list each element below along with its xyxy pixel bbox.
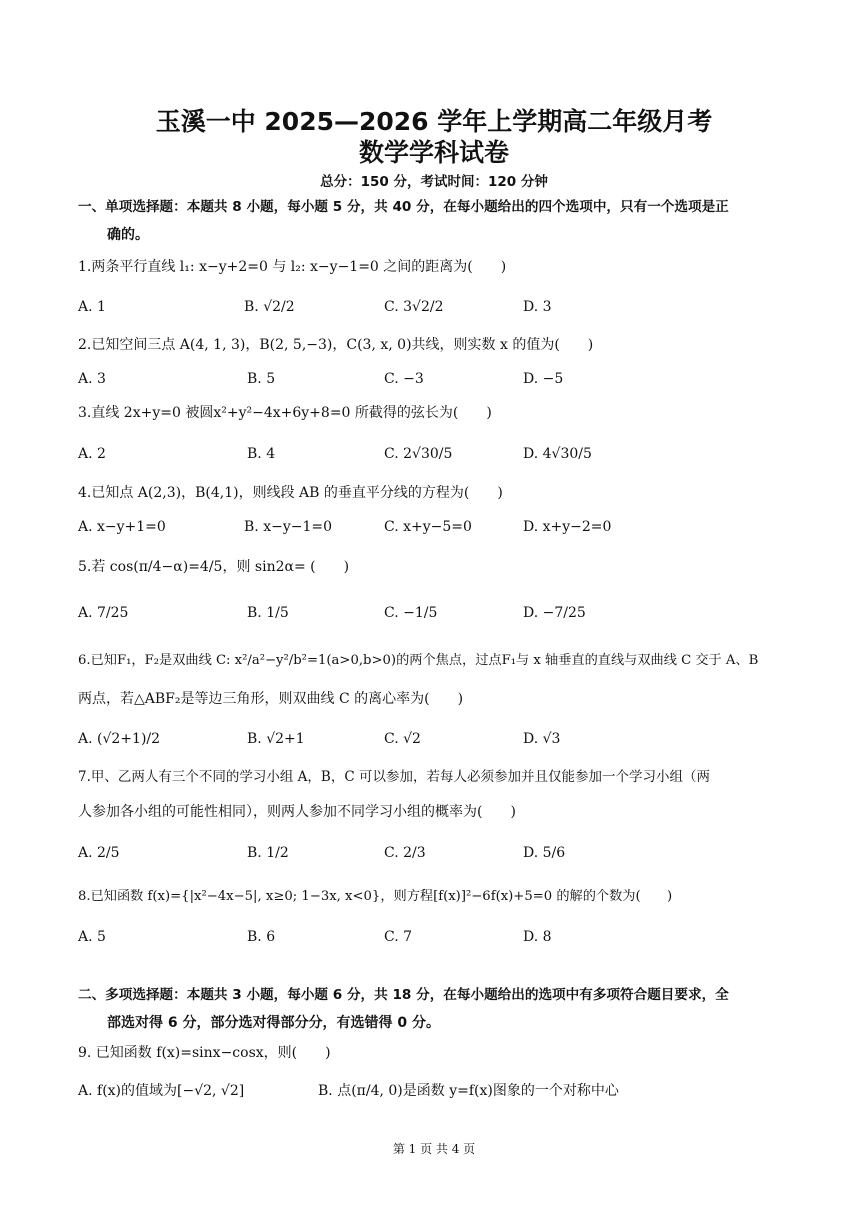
q2-option-d: D. −5 xyxy=(523,371,564,387)
q8-option-c: C. 7 xyxy=(384,929,413,945)
q4-stem: 4.已知点 A(2,3)，B(4,1)，则线段 AB 的垂直平分线的方程为( ) xyxy=(78,485,503,501)
q4-option-b: B. x−y−1=0 xyxy=(244,519,332,535)
q1-stem: 1.两条平行直线 l₁: x−y+2=0 与 l₂: x−y−1=0 之间的距离为( ) xyxy=(78,259,507,275)
q3-option-b: B. 4 xyxy=(247,446,276,462)
q4-option-a: A. x−y+1=0 xyxy=(78,519,166,535)
q3-option-d: D. 4√30/5 xyxy=(523,446,592,462)
q6-stem-line2: 两点，若△ABF₂是等边三角形，则双曲线 C 的离心率为( ) xyxy=(78,691,464,707)
q3-option-a: A. 2 xyxy=(78,446,106,462)
q6-option-a: A. (√2+1)/2 xyxy=(78,731,161,747)
q7-option-a: A. 2/5 xyxy=(78,845,120,861)
q7-option-d: D. 5/6 xyxy=(523,845,566,861)
page-footer: 第 1 页 共 4 页 xyxy=(392,1142,476,1156)
q9-stem: 9. 已知函数 f(x)=sinx−cosx，则( ) xyxy=(78,1045,331,1061)
q2-stem: 2.已知空间三点 A(4, 1, 3)，B(2, 5,−3)，C(3, x, 0)共线，则实数 x 的值为( ) xyxy=(78,337,594,353)
q8-stem: 8.已知函数 f(x)={|x²−4x−5|, x≥0; 1−3x, x<0}，则方程[f(x)]²−6f(x)+5=0 的解的个数为( ) xyxy=(78,889,673,904)
q5-stem: 5.若 cos(π/4−α)=4/5，则 sin2α= ( ) xyxy=(78,559,350,575)
q6-stem-line1: 6.已知F₁，F₂是双曲线 C: x²/a²−y²/b²=1(a>0,b>0)的两个焦点，过点F₁与 x 轴垂直的直线与双曲线 C 交于 A、B xyxy=(78,653,759,668)
exam-title-line1: 玉溪一中 2025—2026 学年上学期高二年级月考 xyxy=(155,107,713,136)
q3-stem: 3.直线 2x+y=0 被圆x²+y²−4x+6y+8=0 所截得的弦长为( ) xyxy=(78,405,492,421)
q8-option-a: A. 5 xyxy=(78,929,106,945)
q7-option-c: C. 2/3 xyxy=(384,845,426,861)
q6-option-d: D. √3 xyxy=(523,731,561,747)
section2-heading-line2: 部选对得 6 分，部分选对得部分分，有选错得 0 分。 xyxy=(107,1015,440,1031)
q5-option-b: B. 1/5 xyxy=(247,605,289,621)
q8-option-d: D. 8 xyxy=(523,929,552,945)
q1-option-b: B. √2/2 xyxy=(244,299,295,315)
q2-option-b: B. 5 xyxy=(247,371,276,387)
q1-option-d: D. 3 xyxy=(523,299,552,315)
q7-stem-line1: 7.甲、乙两人有三个不同的学习小组 A，B，C 可以参加，若每人必须参加并且仅能参加一个学习小组（两 xyxy=(78,769,710,785)
q9-option-b: B. 点(π/4, 0)是函数 y=f(x)图象的一个对称中心 xyxy=(318,1083,619,1099)
exam-title-line2: 数学学科试卷 xyxy=(358,138,509,167)
section2-heading-line1: 二、多项选择题：本题共 3 小题，每小题 6 分，共 18 分，在每小题给出的选项中有多项符合题目要求，全 xyxy=(78,987,729,1003)
q5-option-d: D. −7/25 xyxy=(523,605,586,621)
q6-option-b: B. √2+1 xyxy=(247,731,305,747)
q4-option-c: C. x+y−5=0 xyxy=(384,519,472,535)
q7-option-b: B. 1/2 xyxy=(247,845,289,861)
section1-heading-line2: 确的。 xyxy=(107,227,149,243)
q2-option-c: C. −3 xyxy=(384,371,424,387)
q9-option-a: A. f(x)的值域为[−√2, √2] xyxy=(78,1083,245,1099)
q4-option-d: D. x+y−2=0 xyxy=(523,519,612,535)
q7-stem-line2: 人参加各小组的可能性相同），则两人参加不同学习小组的概率为( ) xyxy=(78,804,516,820)
exam-meta: 总分：150 分，考试时间：120 分钟 xyxy=(320,174,548,190)
q6-option-c: C. √2 xyxy=(384,731,421,747)
q8-option-b: B. 6 xyxy=(247,929,276,945)
section1-heading-line1: 一、单项选择题：本题共 8 小题，每小题 5 分，共 40 分，在每小题给出的四个选项中，只有一个选项是正 xyxy=(78,199,729,215)
q1-option-c: C. 3√2/2 xyxy=(384,299,444,315)
q5-option-a: A. 7/25 xyxy=(78,605,129,621)
q5-option-c: C. −1/5 xyxy=(384,605,438,621)
q1-option-a: A. 1 xyxy=(78,299,106,315)
q2-option-a: A. 3 xyxy=(78,371,106,387)
q3-option-c: C. 2√30/5 xyxy=(384,446,453,462)
